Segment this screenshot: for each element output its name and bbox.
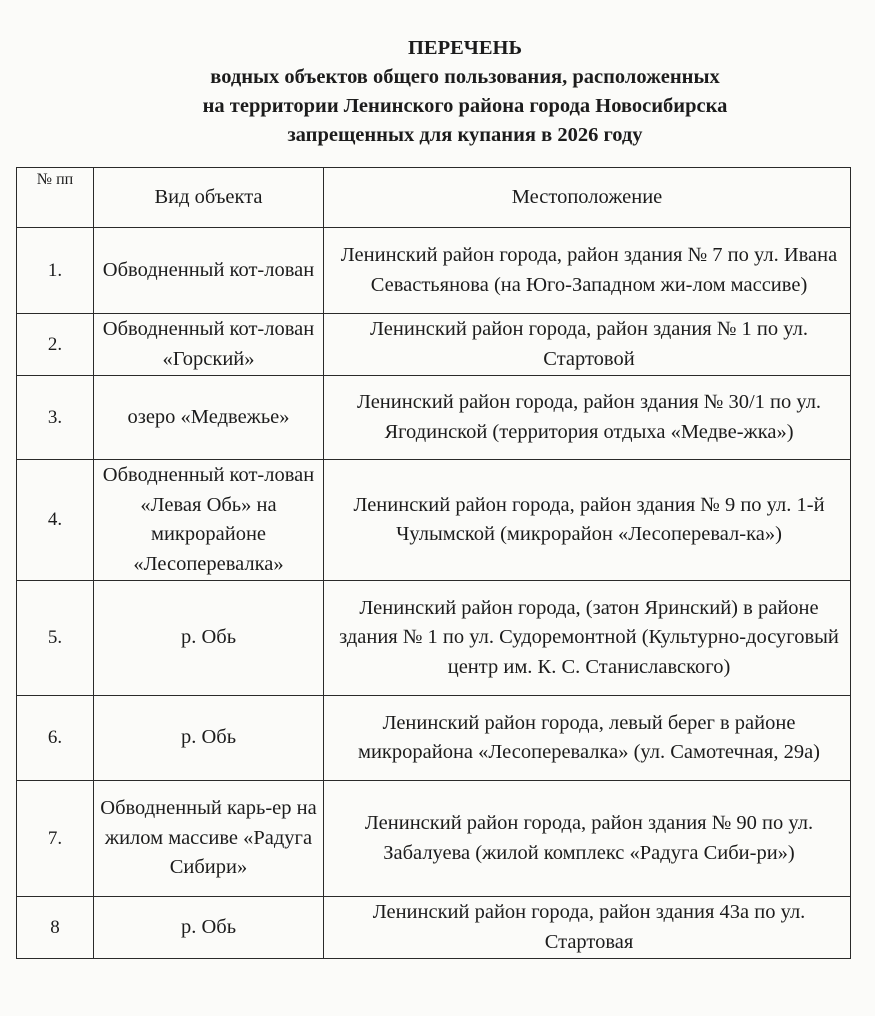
row-object-type: Обводненный карь-ер на жилом массиве «Радуга Сибири» [94,781,324,897]
row-number: 1. [17,228,94,314]
row-number: 4. [17,460,94,581]
table-row [17,460,851,581]
row-object-type: р. Обь [94,581,324,696]
row-location: Ленинский район города, левый берег в районе микрорайона «Лесоперевалка» (ул. Самотечная, 29а) [324,696,851,781]
document-subtitle-line-3: запрещенных для купания в 2026 году [287,124,643,146]
document-subtitle-line-2: на территории Ленинского района города Новосибирска [202,95,728,117]
row-number: 8 [17,897,94,959]
table-header-row [17,168,851,228]
row-object-type: Обводненный кот-лован «Левая Обь» на микрорайоне «Лесоперевалка» [94,460,324,581]
row-number: 3. [17,376,94,460]
row-location: Ленинский район города, район здания № 7 по ул. Ивана Севастьянова (на Юго-Западном жи-лом массиве) [324,228,851,314]
header-location: Местоположение [324,168,851,228]
document-heading [0,34,875,150]
row-number: 6. [17,696,94,781]
table-row [17,897,851,959]
document-subtitle-line-1: водных объектов общего пользования, расположенных [210,66,720,88]
table-row [17,314,851,376]
row-object-type: р. Обь [94,897,324,959]
table-row [17,376,851,460]
row-location: Ленинский район города, район здания 43а по ул. Стартовая [324,897,851,959]
table-row [17,781,851,897]
header-number: № пп [17,168,94,228]
row-location: Ленинский район города, район здания № 1 по ул. Стартовой [324,314,851,376]
table-row [17,228,851,314]
row-number: 7. [17,781,94,897]
water-objects-table [16,167,851,959]
row-object-type: р. Обь [94,696,324,781]
row-location: Ленинский район города, район здания № 30/1 по ул. Ягодинской (территория отдыха «Медве-жка») [324,376,851,460]
row-location: Ленинский район города, район здания № 9 по ул. 1-й Чулымской (микрорайон «Лесоперевал-ка») [324,460,851,581]
row-number: 2. [17,314,94,376]
row-object-type: Обводненный кот-лован [94,228,324,314]
row-location: Ленинский район города, район здания № 90 по ул. Забалуева (жилой комплекс «Радуга Сиби-ри») [324,781,851,897]
row-location: Ленинский район города, (затон Яринский) в районе здания № 1 по ул. Судоремонтной (Культурно-досуговый центр им. К. С. Станиславского) [324,581,851,696]
table-row [17,696,851,781]
header-object-type: Вид объекта [94,168,324,228]
row-number: 5. [17,581,94,696]
row-object-type: Обводненный кот-лован «Горский» [94,314,324,376]
row-object-type: озеро «Медвежье» [94,376,324,460]
table-row [17,581,851,696]
document-title: ПЕРЕЧЕНЬ [407,37,523,59]
